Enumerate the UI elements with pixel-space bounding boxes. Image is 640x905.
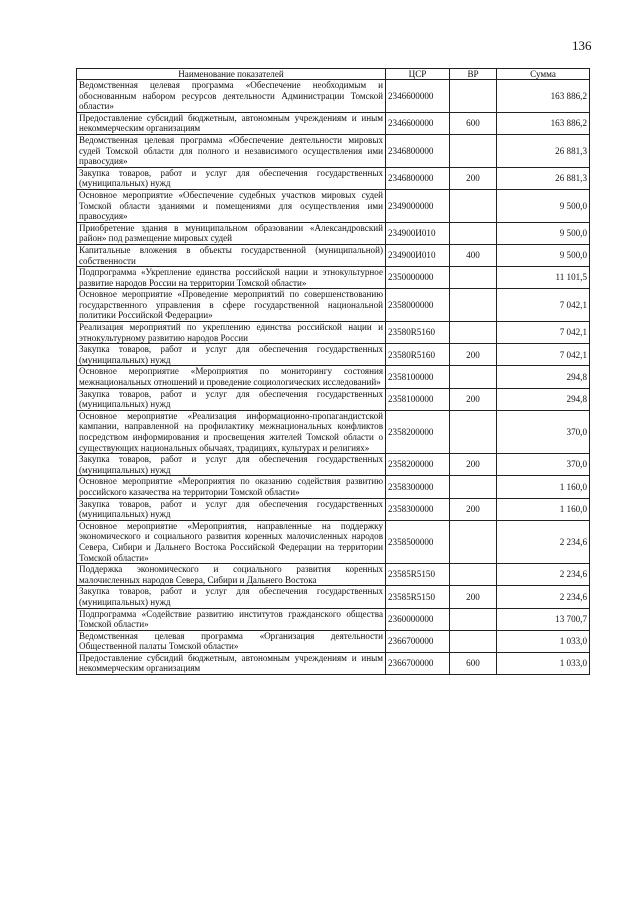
cell-sum: 9 500,0 [497, 189, 590, 222]
cell-sum: 26 881,3 [497, 134, 590, 167]
cell-csr: 2358300000 [386, 498, 450, 520]
table-row [77, 608, 590, 630]
cell-vr: 600 [450, 112, 497, 134]
cell-vr: 600 [450, 652, 497, 674]
cell-sum: 294,8 [497, 388, 590, 410]
cell-vr [450, 267, 497, 289]
table-row [77, 630, 590, 652]
table-row [77, 388, 590, 410]
cell-sum: 2 234,6 [497, 564, 590, 586]
table-row [77, 652, 590, 674]
cell-vr [450, 134, 497, 167]
cell-name: Ведомственная целевая программа «Обеспечение деятельности мировых судей Томской области для полного и независимого осуществления ими правосудия» [77, 134, 386, 167]
table-row [77, 586, 590, 608]
table-row [77, 112, 590, 134]
cell-csr: 2366700000 [386, 630, 450, 652]
cell-sum: 1 033,0 [497, 652, 590, 674]
cell-csr: 2358100000 [386, 388, 450, 410]
cell-name: Приобретение здания в муниципальном образовании «Александровский район» под размещение мировых судей [77, 222, 386, 244]
cell-name: Подпрограмма «Содействие развитию институтов гражданского общества Томской области» [77, 608, 386, 630]
cell-sum: 1 160,0 [497, 476, 590, 498]
cell-vr: 200 [450, 167, 497, 189]
cell-sum: 7 042,1 [497, 289, 590, 322]
cell-csr: 23585R5150 [386, 564, 450, 586]
cell-csr: 234900И010 [386, 244, 450, 266]
cell-name: Закупка товаров, работ и услуг для обеспечения государственных (муниципальных) нужд [77, 586, 386, 608]
cell-sum: 7 042,1 [497, 322, 590, 344]
cell-sum: 1 033,0 [497, 630, 590, 652]
cell-name: Ведомственная целевая программа «Обеспечение необходимым и обоснованным набором ресурсов деятельности Администрации Томской области» [77, 80, 386, 113]
cell-csr: 2346600000 [386, 112, 450, 134]
cell-vr [450, 410, 497, 453]
cell-sum: 2 234,6 [497, 520, 590, 563]
cell-sum: 9 500,0 [497, 244, 590, 266]
cell-sum: 294,8 [497, 366, 590, 388]
table-row [77, 520, 590, 563]
cell-sum: 1 160,0 [497, 498, 590, 520]
header-name: Наименование показателей [77, 69, 386, 80]
cell-name: Капитальные вложения в объекты государственной (муниципальной) собственности [77, 244, 386, 266]
cell-name: Основное мероприятие «Реализация информационно-пропагандистской кампании, направленной на профилактику межнациональных конфликтов посредством информирования и просвещения жителей Томской области о существующих национальных обычаях, традициях, культурах и религиях» [77, 410, 386, 453]
cell-sum: 26 881,3 [497, 167, 590, 189]
table-row [77, 167, 590, 189]
cell-vr [450, 322, 497, 344]
cell-csr: 2358200000 [386, 454, 450, 476]
cell-name: Предоставление субсидий бюджетным, автономным учреждениям и иным некоммерческим организациям [77, 652, 386, 674]
table-row [77, 222, 590, 244]
table-row [77, 476, 590, 498]
cell-csr: 23585R5150 [386, 586, 450, 608]
cell-csr: 2346600000 [386, 80, 450, 113]
cell-csr: 234900И010 [386, 222, 450, 244]
table-row [77, 189, 590, 222]
cell-vr: 200 [450, 454, 497, 476]
table-row [77, 344, 590, 366]
cell-name: Основное мероприятие «Проведение мероприятий по совершенствованию государственного управления в сфере государственной национальной политики Российской Федерации» [77, 289, 386, 322]
cell-sum: 9 500,0 [497, 222, 590, 244]
table-row [77, 498, 590, 520]
table-row [77, 134, 590, 167]
page-number: 136 [572, 38, 592, 53]
cell-vr [450, 289, 497, 322]
header-vr: ВР [450, 69, 497, 80]
cell-name: Основное мероприятие «Мероприятия по мониторингу состояния межнациональных отношений и проведение социологических исследований» [77, 366, 386, 388]
cell-sum: 370,0 [497, 410, 590, 453]
header-csr: ЦСР [386, 69, 450, 80]
budget-table [76, 68, 590, 675]
cell-vr [450, 366, 497, 388]
cell-name: Закупка товаров, работ и услуг для обеспечения государственных (муниципальных) нужд [77, 388, 386, 410]
table-body [77, 80, 590, 675]
cell-vr: 200 [450, 344, 497, 366]
cell-vr: 400 [450, 244, 497, 266]
table-row [77, 366, 590, 388]
table-row [77, 289, 590, 322]
table-row [77, 244, 590, 266]
table-row [77, 454, 590, 476]
cell-csr: 2360000000 [386, 608, 450, 630]
cell-name: Закупка товаров, работ и услуг для обеспечения государственных (муниципальных) нужд [77, 167, 386, 189]
cell-csr: 2358500000 [386, 520, 450, 563]
table-row [77, 267, 590, 289]
cell-vr: 200 [450, 388, 497, 410]
cell-csr: 23580R5160 [386, 344, 450, 366]
cell-sum: 13 700,7 [497, 608, 590, 630]
cell-vr [450, 630, 497, 652]
cell-csr: 2358300000 [386, 476, 450, 498]
cell-csr: 2358000000 [386, 289, 450, 322]
cell-vr [450, 80, 497, 113]
cell-name: Закупка товаров, работ и услуг для обеспечения государственных (муниципальных) нужд [77, 454, 386, 476]
cell-csr: 2366700000 [386, 652, 450, 674]
cell-sum: 2 234,6 [497, 586, 590, 608]
cell-csr: 2346800000 [386, 134, 450, 167]
table-row [77, 322, 590, 344]
cell-sum: 163 886,2 [497, 112, 590, 134]
cell-sum: 163 886,2 [497, 80, 590, 113]
table-header-row [77, 69, 590, 80]
cell-sum: 11 101,5 [497, 267, 590, 289]
cell-csr: 23580R5160 [386, 322, 450, 344]
cell-vr [450, 476, 497, 498]
cell-csr: 2350000000 [386, 267, 450, 289]
cell-csr: 2358200000 [386, 410, 450, 453]
cell-name: Закупка товаров, работ и услуг для обеспечения государственных (муниципальных) нужд [77, 344, 386, 366]
cell-name: Предоставление субсидий бюджетным, автономным учреждениям и иным некоммерческим организациям [77, 112, 386, 134]
cell-name: Подпрограмма «Укрепление единства российской нации и этнокультурное развитие народов России на территории Томской области» [77, 267, 386, 289]
cell-name: Основное мероприятие «Обеспечение судебных участков мировых судей Томской области зданиями и помещениями для осуществления ими правосудия» [77, 189, 386, 222]
cell-vr [450, 222, 497, 244]
cell-csr: 2358100000 [386, 366, 450, 388]
cell-vr [450, 564, 497, 586]
cell-csr: 2349000000 [386, 189, 450, 222]
table-row [77, 410, 590, 453]
cell-vr [450, 608, 497, 630]
table-row [77, 80, 590, 113]
cell-vr: 200 [450, 586, 497, 608]
table-row [77, 564, 590, 586]
cell-csr: 2346800000 [386, 167, 450, 189]
header-sum: Сумма [497, 69, 590, 80]
cell-sum: 7 042,1 [497, 344, 590, 366]
cell-vr [450, 520, 497, 563]
cell-vr [450, 189, 497, 222]
cell-name: Реализация мероприятий по укреплению единства российской нации и этнокультурному развитию народов России [77, 322, 386, 344]
cell-name: Основное мероприятие «Мероприятия по оказанию содействия развитию российского казачества на территории Томской области» [77, 476, 386, 498]
cell-sum: 370,0 [497, 454, 590, 476]
cell-name: Основное мероприятие «Мероприятия, направленные на поддержку экономического и социального развития коренных малочисленных народов Севера, Сибири и Дальнего Востока Российской Федерации на территории Томской области» [77, 520, 386, 563]
cell-name: Ведомственная целевая программа «Организация деятельности Общественной палаты Томской области» [77, 630, 386, 652]
cell-name: Закупка товаров, работ и услуг для обеспечения государственных (муниципальных) нужд [77, 498, 386, 520]
cell-name: Поддержка экономического и социального развития коренных малочисленных народов Севера, Сибири и Дальнего Востока [77, 564, 386, 586]
cell-vr: 200 [450, 498, 497, 520]
